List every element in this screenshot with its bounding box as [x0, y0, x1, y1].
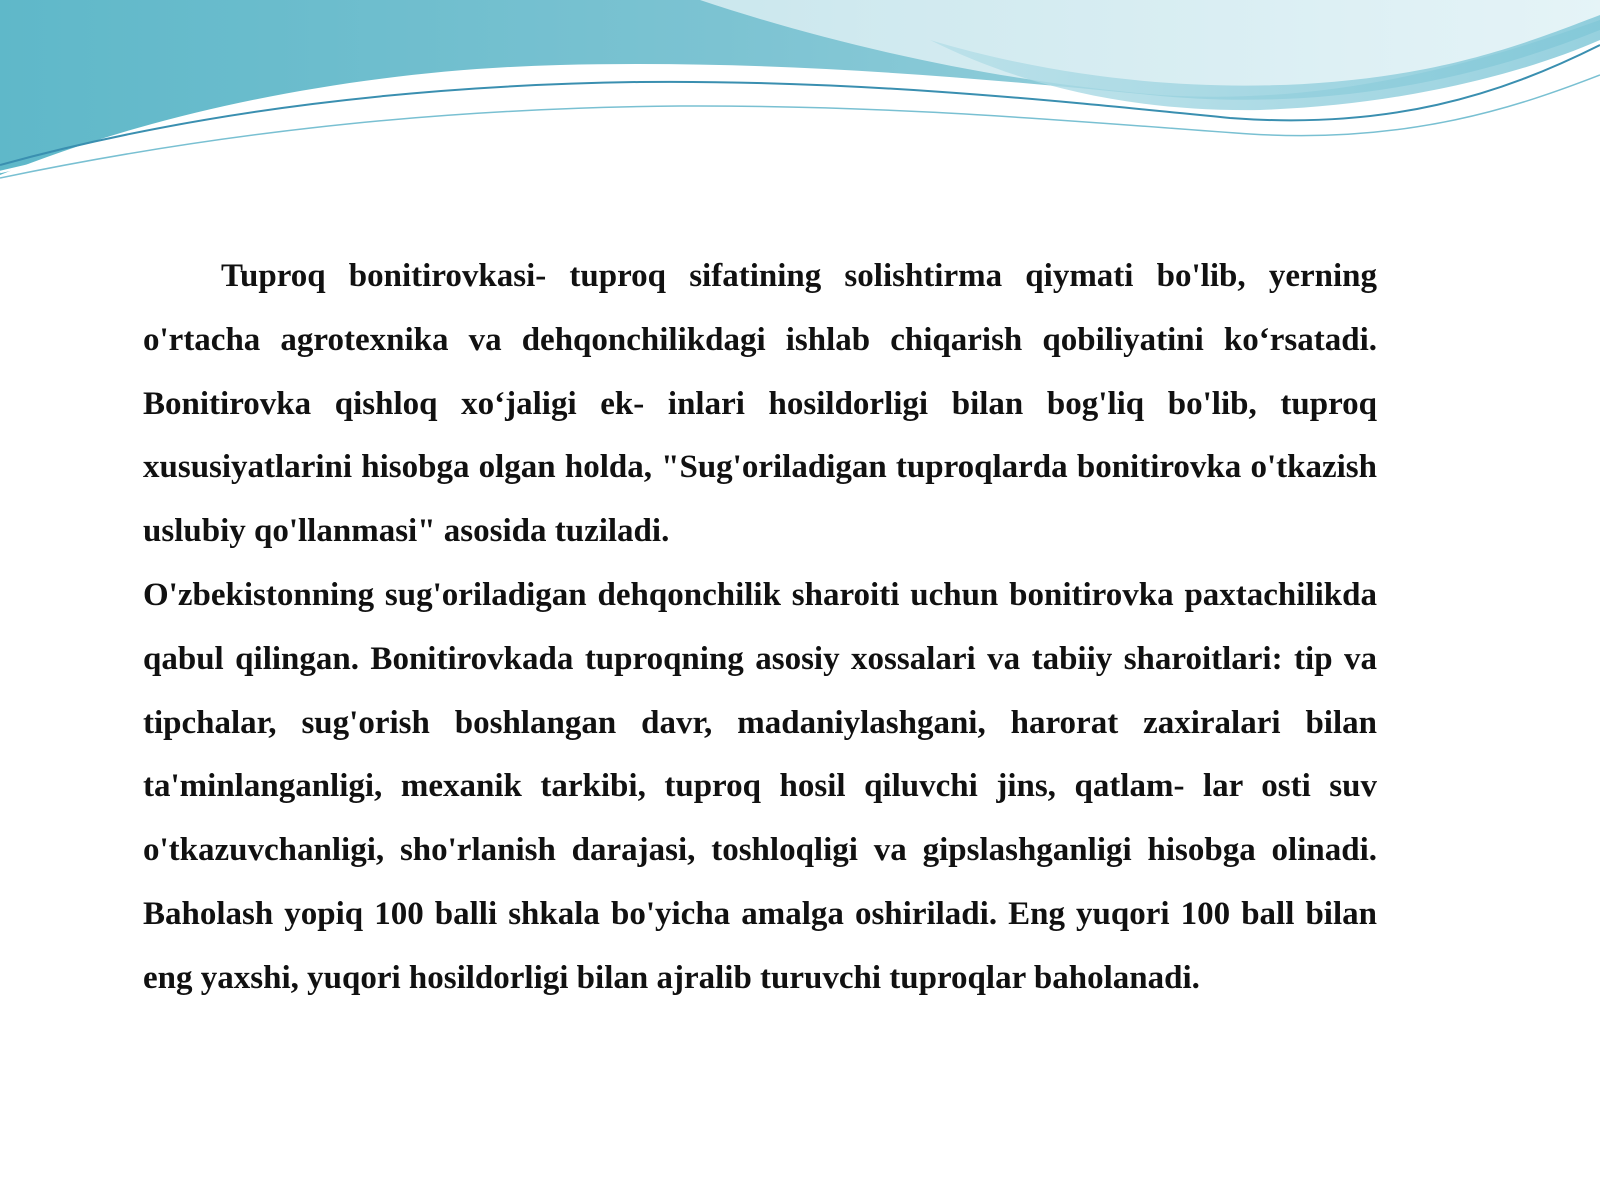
header-wave-decoration: [0, 0, 1600, 200]
body-text: [143, 245, 1377, 1011]
paragraph-1: Tuproq bonitirovkasi- tuproq sifatining solishtirma qiymati bo'lib, yerning o'rtacha agrotexnika va dehqonchilikdagi ishlab chiqarish qobiliyatini ko‘rsatadi. Bonitirovka qishloq xo‘jaligi ek- inlari hosildorligi bilan bog'liq bo'lib, tuproq xususiyatlarini hisobga olgan holda, "Sug'oriladigan tuproqlarda bonitirovka o'tkazish uslubiy qo'llanmasi" asosida tuziladi.: [143, 258, 1377, 550]
paragraph-2: O'zbekistonning sug'oriladigan dehqonchilik sharoiti uchun bonitirovka paxtachilikda qabul qilingan. Bonitirovkada tuproqning asosiy xossalari va tabiiy sharoitlari: tip va tipchalar, sug'orish boshlangan davr, madaniylashgani, harorat zaxiralari bilan ta'minlanganligi, mexanik tarkibi, tuproq hosil qiluvchi jins, qatlam- lar osti suv o'tkazuvchanligi, sho'rlanish darajasi, toshloqligi va gipslashganligi hisobga olinadi. Baholash yopiq 100 balli shkala bo'yicha amalga oshiriladi. Eng yuqori 100 ball bilan eng yaxshi, yuqori hosildorligi bilan ajralib turuvchi tuproqlar baholanadi.: [143, 576, 1377, 996]
